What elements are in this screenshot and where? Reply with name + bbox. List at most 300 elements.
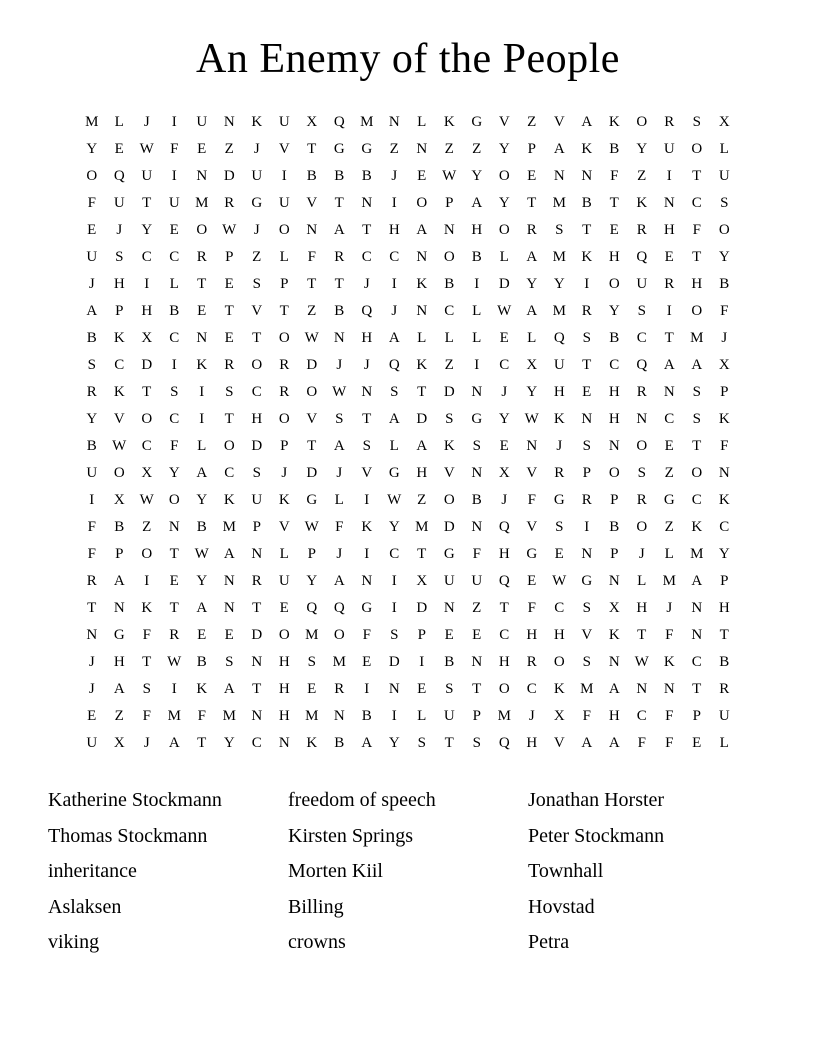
grid-letter: T [637,627,647,644]
grid-letter: U [168,195,180,212]
grid-letter: Q [636,357,648,374]
grid-letter: Q [636,249,648,266]
grid-letter: B [471,249,482,266]
grid-letter: N [691,600,703,617]
word-list-item: Peter Stockmann [528,824,665,847]
grid-letter: Z [527,114,537,131]
grid-letter: I [144,573,150,590]
grid-letter: R [224,195,235,212]
grid-letter: T [142,384,152,401]
grid-letter: N [471,465,483,482]
grid-letter: A [416,438,428,455]
grid-letter: D [306,357,318,374]
grid-letter: Q [333,600,345,617]
grid-letter: T [362,222,372,239]
word-list-item: Hovstad [528,895,595,918]
grid-row [78,460,738,487]
grid-letter: P [472,708,481,725]
word-list-item: Katherine Stockmann [48,789,222,812]
grid-letter: C [609,357,620,374]
grid-letter: A [663,357,675,374]
grid-letter: I [199,411,205,428]
grid-letter: T [224,303,234,320]
grid-letter: L [472,303,482,320]
grid-letter: H [608,708,620,725]
grid-letter: Y [718,249,730,266]
grid-letter: Z [444,141,454,158]
grid-letter: N [388,681,400,698]
grid-row [78,595,738,622]
grid-letter: S [582,330,591,347]
grid-letter: F [610,168,619,185]
grid-letter: K [416,357,428,374]
grid-letter: D [498,276,510,293]
grid-letter: A [608,681,620,698]
grid-letter: O [278,330,290,347]
grid-letter: E [279,600,289,617]
grid-letter: N [306,222,318,239]
grid-letter: B [581,195,592,212]
grid-letter: P [115,546,124,563]
grid-letter: H [526,735,538,752]
grid-letter: F [665,708,674,725]
grid-letter: M [222,708,236,725]
grid-letter: T [279,303,289,320]
grid-letter: B [306,168,317,185]
grid-letter: Q [498,735,510,752]
word-list-item: Jonathan Horster [528,789,665,812]
page-title: An Enemy of the People [196,36,620,82]
grid-letter: H [553,384,565,401]
grid-letter: E [554,546,564,563]
grid-letter: J [336,465,343,482]
grid-letter: N [691,627,703,644]
grid-letter: G [553,492,565,509]
grid-letter: T [334,195,344,212]
grid-letter: T [444,735,454,752]
grid-letter: T [307,276,317,293]
grid-letter: K [443,114,455,131]
grid-letter: U [718,168,730,185]
grid-letter: Q [498,519,510,536]
grid-letter: F [170,438,179,455]
grid-letter: O [113,465,125,482]
grid-letter: E [582,384,592,401]
grid-letter: A [691,573,703,590]
grid-letter: C [499,627,510,644]
grid-letter: X [718,357,730,374]
grid-letter: J [528,708,535,725]
grid-letter: V [306,195,318,212]
grid-letter: H [361,330,373,347]
grid-letter: U [113,195,125,212]
grid-letter: R [196,249,207,266]
grid-letter: C [636,330,647,347]
grid-letter: B [334,168,345,185]
grid-letter: N [223,573,235,590]
grid-letter: Z [389,141,399,158]
grid-letter: P [252,519,261,536]
grid-letter: S [555,519,564,536]
grid-letter: T [224,411,234,428]
grid-letter: X [718,114,730,131]
grid-letter: J [556,438,563,455]
word-list-column [528,783,768,961]
grid-letter: R [581,303,592,320]
grid-letter: U [86,735,98,752]
grid-letter: T [527,195,537,212]
grid-letter: C [251,735,262,752]
grid-letter: S [637,303,646,320]
grid-row [78,568,738,595]
grid-letter: D [251,438,263,455]
grid-letter: C [361,249,372,266]
grid-letter: P [307,546,316,563]
grid-letter: X [416,573,428,590]
grid-letter: H [663,222,675,239]
grid-letter: K [581,141,593,158]
grid-letter: I [666,303,672,320]
grid-letter: N [416,303,428,320]
grid-letter: L [444,330,454,347]
grid-letter: Y [553,276,565,293]
grid-letter: N [443,600,455,617]
grid-row [78,325,738,352]
grid-letter: L [197,438,207,455]
grid-letter: F [335,519,344,536]
grid-letter: M [222,519,236,536]
grid-letter: V [526,519,538,536]
grid-letter: T [417,546,427,563]
grid-letter: J [336,546,343,563]
grid-row [78,649,738,676]
grid-letter: S [472,735,481,752]
grid-letter: J [88,276,95,293]
grid-letter: F [527,600,536,617]
grid-letter: O [306,384,318,401]
grid-letter: Z [637,168,647,185]
grid-letter: Y [498,195,510,212]
grid-letter: G [581,573,593,590]
grid-letter: Y [223,735,235,752]
grid-letter: S [582,600,591,617]
grid-letter: C [499,357,510,374]
grid-letter: T [692,681,702,698]
grid-letter: H [691,276,703,293]
grid-letter: A [333,438,345,455]
grid-letter: G [306,492,318,509]
grid-letter: R [581,492,592,509]
grid-letter: X [553,708,565,725]
grid-letter: K [113,330,125,347]
grid-letter: U [86,249,98,266]
grid-letter: I [391,276,397,293]
grid-letter: Y [718,546,730,563]
grid-letter: N [581,168,593,185]
grid-letter: G [333,141,345,158]
grid-letter: P [280,276,289,293]
grid-letter: N [251,654,263,671]
grid-letter: B [334,735,345,752]
grid-letter: L [527,330,537,347]
grid-letter: A [86,303,98,320]
grid-letter: B [719,654,730,671]
grid-letter: T [307,141,317,158]
grid-letter: O [443,249,455,266]
grid-letter: P [582,465,591,482]
grid-letter: O [86,168,98,185]
grid-letter: X [608,600,620,617]
grid-letter: E [197,141,207,158]
grid-row [78,352,738,379]
grid-letter: E [499,330,509,347]
grid-letter: R [636,222,647,239]
grid-row [78,244,738,271]
grid-letter: O [636,114,648,131]
grid-letter: Y [196,573,208,590]
word-list-item: viking [48,931,100,954]
grid-letter: L [499,249,509,266]
grid-letter: T [609,195,619,212]
grid-letter: S [472,438,481,455]
grid-letter: M [552,249,566,266]
grid-letter: H [113,276,125,293]
word-list [0,783,816,961]
grid-letter: U [278,195,290,212]
grid-letter: C [664,411,675,428]
grid-letter: A [333,573,345,590]
grid-letter: Z [252,249,262,266]
grid-letter: B [334,303,345,320]
grid-letter: G [388,465,400,482]
grid-letter: L [114,114,124,131]
word-search-grid [78,109,738,757]
grid-letter: C [141,438,152,455]
grid-letter: N [361,384,373,401]
grid-letter: L [417,330,427,347]
grid-letter: F [665,627,674,644]
grid-letter: Y [608,303,620,320]
grid-letter: N [361,573,373,590]
grid-letter: A [196,465,208,482]
grid-letter: M [195,195,209,212]
grid-letter: N [251,708,263,725]
grid-letter: E [224,276,234,293]
grid-letter: E [664,249,674,266]
grid-letter: I [474,276,480,293]
grid-letter: M [497,708,511,725]
grid-letter: J [143,735,150,752]
grid-row [78,487,738,514]
grid-letter: L [389,438,399,455]
grid-letter: L [472,330,482,347]
grid-row [78,406,738,433]
grid-letter: N [443,222,455,239]
grid-letter: U [553,357,565,374]
word-list-item: freedom of speech [288,789,436,812]
grid-letter: Z [664,519,674,536]
grid-letter: I [281,168,287,185]
grid-letter: O [553,654,565,671]
grid-letter: P [115,303,124,320]
grid-letter: S [225,384,234,401]
grid-letter: W [552,573,567,590]
grid-letter: E [197,627,207,644]
grid-letter: H [498,546,510,563]
grid-letter: O [636,438,648,455]
grid-row [78,136,738,163]
grid-letter: K [663,654,675,671]
grid-letter: C [114,357,125,374]
grid-letter: F [720,303,729,320]
grid-letter: N [196,330,208,347]
grid-letter: S [390,384,399,401]
grid-letter: Z [417,492,427,509]
grid-letter: R [224,357,235,374]
grid-letter: C [141,249,152,266]
grid-letter: K [223,492,235,509]
grid-letter: N [663,195,675,212]
grid-letter: L [417,708,427,725]
grid-letter: C [389,546,400,563]
grid-letter: S [445,411,454,428]
grid-letter: Y [86,411,98,428]
grid-letter: L [334,492,344,509]
grid-letter: X [498,465,510,482]
grid-letter: N [416,249,428,266]
grid-letter: K [553,681,565,698]
grid-letter: Z [224,141,234,158]
grid-letter: E [169,222,179,239]
grid-letter: F [142,708,151,725]
grid-letter: W [497,303,512,320]
grid-letter: F [692,222,701,239]
grid-letter: O [498,681,510,698]
grid-letter: F [87,195,96,212]
grid-letter: Q [113,168,125,185]
grid-letter: G [113,627,125,644]
grid-letter: Z [114,708,124,725]
grid-letter: Y [141,222,153,239]
grid-letter: R [664,276,675,293]
grid-letter: H [608,384,620,401]
grid-letter: P [280,438,289,455]
grid-letter: E [417,168,427,185]
grid-letter: F [87,519,96,536]
grid-letter: C [554,600,565,617]
grid-letter: W [139,141,154,158]
grid-letter: I [391,600,397,617]
grid-letter: P [720,573,729,590]
grid-letter: J [501,492,508,509]
grid-letter: S [692,411,701,428]
grid-letter: S [582,438,591,455]
grid-letter: A [691,357,703,374]
grid-letter: F [527,492,536,509]
grid-letter: B [114,519,125,536]
grid-letter: D [388,654,400,671]
grid-letter: M [167,708,181,725]
grid-letter: J [116,222,123,239]
grid-letter: O [498,168,510,185]
grid-letter: E [472,627,482,644]
grid-letter: H [278,681,290,698]
grid-letter: J [253,222,260,239]
grid-letter: A [388,411,400,428]
grid-letter: R [526,654,537,671]
grid-letter: H [141,303,153,320]
grid-letter: X [526,357,538,374]
grid-letter: D [251,627,263,644]
grid-letter: F [472,546,481,563]
grid-letter: V [278,141,290,158]
grid-letter: U [443,573,455,590]
grid-row [78,703,738,730]
grid-letter: L [169,276,179,293]
grid-letter: W [167,654,182,671]
grid-letter: H [526,627,538,644]
grid-letter: O [718,222,730,239]
grid-letter: D [141,357,153,374]
grid-letter: N [608,573,620,590]
grid-letter: B [361,708,372,725]
grid-letter: R [279,384,290,401]
grid-letter: O [251,357,263,374]
grid-letter: S [252,465,261,482]
grid-letter: R [169,627,180,644]
grid-letter: K [196,357,208,374]
grid-letter: B [444,654,455,671]
grid-letter: N [86,627,98,644]
grid-letter: N [471,654,483,671]
grid-letter: S [720,195,729,212]
grid-letter: S [692,114,701,131]
grid-letter: A [223,681,235,698]
grid-letter: Z [472,141,482,158]
grid-letter: T [692,249,702,266]
grid-letter: L [637,573,647,590]
grid-letter: M [690,330,704,347]
grid-letter: G [251,195,263,212]
word-list-item: Morten Kiil [288,860,383,883]
grid-letter: T [664,330,674,347]
grid-letter: Y [196,492,208,509]
grid-letter: L [279,546,289,563]
grid-letter: R [86,384,97,401]
grid-letter: A [526,303,538,320]
grid-letter: K [141,600,153,617]
grid-letter: I [89,492,95,509]
grid-letter: J [281,465,288,482]
grid-letter: O [278,411,290,428]
grid-letter: H [608,249,620,266]
grid-letter: H [113,654,125,671]
grid-letter: F [307,249,316,266]
grid-letter: S [142,681,151,698]
grid-letter: N [608,654,620,671]
grid-letter: A [168,735,180,752]
grid-letter: F [87,546,96,563]
grid-letter: N [636,681,648,698]
grid-letter: T [169,546,179,563]
grid-row [78,298,738,325]
grid-letter: W [524,411,539,428]
grid-letter: N [168,519,180,536]
grid-letter: X [113,492,125,509]
grid-letter: J [721,330,728,347]
grid-letter: E [444,627,454,644]
grid-letter: S [225,654,234,671]
